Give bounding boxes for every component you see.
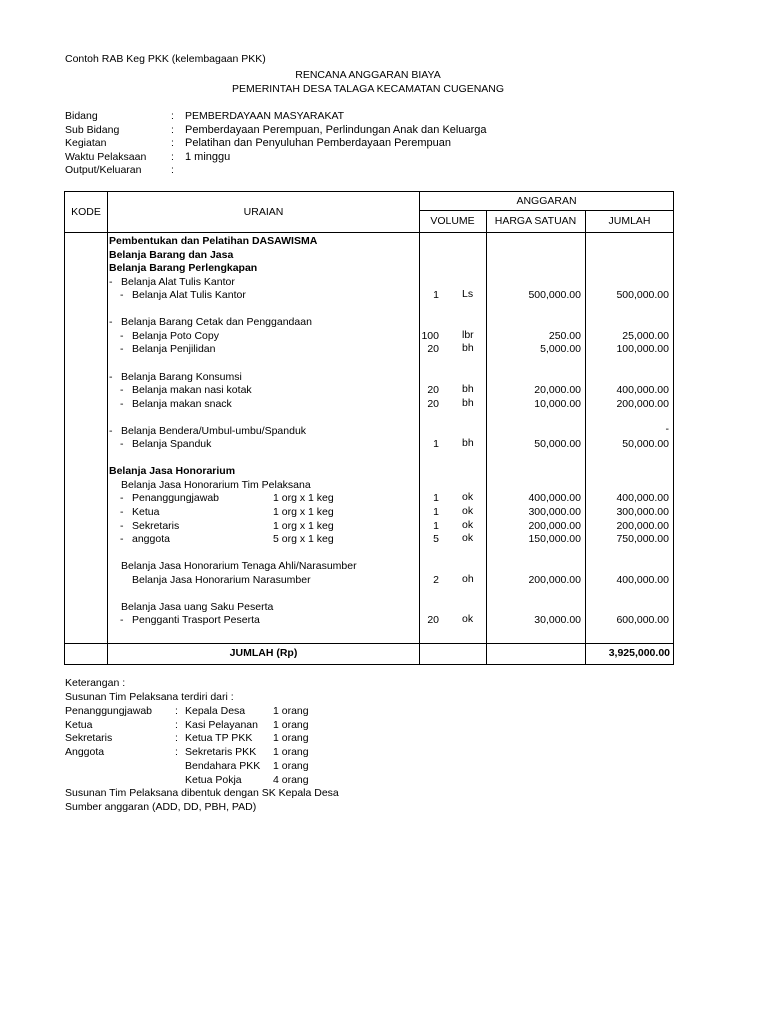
row-description: Sekretaris <box>132 519 180 532</box>
row-description: anggota <box>132 533 170 546</box>
row-volume: 20 <box>427 384 439 397</box>
member-position: Sekretaris PKK <box>185 746 257 759</box>
row-amount: 400,000.00 <box>616 492 669 505</box>
row-unit: ok <box>462 505 474 517</box>
row-description: Belanja Jasa Honorarium Narasumber <box>132 573 311 586</box>
row-description: Belanja Jasa uang Saku Peserta <box>121 600 274 613</box>
doc-subtitle: PEMERINTAH DESA TALAGA KECAMATAN CUGENANG <box>231 83 505 95</box>
row-dash: - <box>120 329 124 342</box>
info-label: Kegiatan <box>65 137 107 149</box>
row-dash: - <box>120 343 124 356</box>
row-detail: 1 org x 1 keg <box>273 492 334 505</box>
row-volume: 20 <box>427 397 439 410</box>
info-value: Pelatihan dan Penyuluhan Pemberdayaan Perempuan <box>185 137 452 149</box>
member-position: Ketua Pokja <box>185 773 242 786</box>
row-unit: ok <box>462 518 474 531</box>
row-description: Belanja Barang dan Jasa <box>109 248 234 261</box>
doc-title: RENCANA ANGGARAN BIAYA <box>295 69 441 81</box>
row-unit: ok <box>462 532 474 545</box>
member-position: Kasi Pelayanan <box>185 718 258 731</box>
info-label: Waktu Pelaksaan <box>65 151 147 163</box>
row-dash: - <box>120 519 124 532</box>
row-volume: 100 <box>421 329 439 342</box>
row-description: Belanja makan nasi kotak <box>132 384 252 397</box>
row-unit-price: 20,000.00 <box>534 384 581 397</box>
total-label: JUMLAH (Rp) <box>229 647 298 659</box>
member-role: Anggota <box>65 746 105 759</box>
row-unit: lbr <box>462 328 474 341</box>
row-description: Belanja Barang Konsumsi <box>121 370 242 383</box>
info-label: Bidang <box>65 110 98 122</box>
row-volume: 5 <box>433 533 439 546</box>
row-dash: - <box>120 438 124 451</box>
col-kode: KODE <box>71 206 101 218</box>
row-unit-price: 300,000.00 <box>528 506 581 518</box>
member-count: 1 orang <box>273 718 309 731</box>
row-volume: 1 <box>433 506 439 518</box>
row-description: Belanja Spanduk <box>132 438 212 451</box>
row-unit-price: 150,000.00 <box>528 533 581 546</box>
row-unit-price: 400,000.00 <box>528 492 581 505</box>
row-description: Belanja Alat Tulis Kantor <box>121 275 235 288</box>
notes-heading: Keterangan : <box>65 677 126 689</box>
row-description: Ketua <box>132 506 160 518</box>
col-harga-satuan: HARGA SATUAN <box>494 215 577 227</box>
row-dash: - <box>120 384 124 397</box>
row-detail: 1 org x 1 keg <box>273 506 334 518</box>
notes-team-intro: Susunan Tim Pelaksana terdiri dari : <box>65 691 234 703</box>
row-dash: - <box>120 533 124 546</box>
row-description: Belanja Jasa Honorarium Tim Pelaksana <box>121 478 311 491</box>
row-amount: 200,000.00 <box>616 397 669 410</box>
row-unit: bh <box>462 383 474 396</box>
row-volume: 20 <box>427 343 439 356</box>
row-unit-price: 10,000.00 <box>534 397 581 410</box>
row-amount: 25,000.00 <box>622 329 669 342</box>
member-count: 1 orang <box>273 746 309 759</box>
member-position: Ketua TP PKK <box>185 732 253 745</box>
info-value: Pemberdayaan Perempuan, Perlindungan Anak dan Keluarga <box>185 124 487 136</box>
row-unit: bh <box>462 342 474 355</box>
info-label: Output/Keluaran <box>65 164 142 176</box>
notes-sk: Susunan Tim Pelaksana dibentuk dengan SK Kepala Desa <box>65 787 339 799</box>
row-volume: 1 <box>433 438 439 451</box>
row-amount: 400,000.00 <box>616 384 669 397</box>
row-description: Penanggungjawab <box>132 492 219 505</box>
member-separator: : <box>175 732 178 745</box>
col-jumlah: JUMLAH <box>608 215 651 227</box>
info-label: Sub Bidang <box>65 124 120 136</box>
row-description: Belanja makan snack <box>132 397 232 410</box>
row-dash: - <box>120 506 124 518</box>
member-count: 4 orang <box>273 773 309 786</box>
member-role: Penanggungjawab <box>65 705 152 717</box>
row-unit-price: 5,000.00 <box>540 343 581 356</box>
row-dash: - <box>109 424 113 437</box>
row-detail: 5 org x 1 keg <box>273 533 334 546</box>
row-dash: - <box>120 614 124 627</box>
member-count: 1 orang <box>273 732 309 745</box>
member-count: 1 orang <box>273 759 309 772</box>
row-volume: 1 <box>433 519 439 532</box>
row-volume: 20 <box>427 614 439 627</box>
row-unit-price: 500,000.00 <box>528 289 581 302</box>
row-unit-price: 50,000.00 <box>534 438 581 451</box>
col-anggaran: ANGGARAN <box>516 195 577 207</box>
row-unit: Ls <box>462 288 474 301</box>
col-volume: VOLUME <box>430 215 475 227</box>
row-dash: - <box>120 289 124 302</box>
info-separator: : <box>171 110 174 122</box>
row-unit: oh <box>462 572 474 585</box>
member-role: Ketua <box>65 718 93 731</box>
row-description: Belanja Jasa Honorarium <box>109 465 236 478</box>
row-unit: ok <box>462 491 474 504</box>
info-value: 1 minggu <box>185 151 231 163</box>
row-unit-price: 250.00 <box>548 329 581 342</box>
member-separator: : <box>175 705 178 717</box>
info-value: PEMBERDAYAAN MASYARAKAT <box>185 110 345 122</box>
row-amount: 300,000.00 <box>616 506 669 518</box>
row-description: Belanja Barang Perlengkapan <box>109 262 258 275</box>
row-description: Belanja Poto Copy <box>132 329 219 342</box>
row-amount: 400,000.00 <box>616 573 669 586</box>
top-note: Contoh RAB Keg PKK (kelembagaan PKK) <box>65 53 266 65</box>
row-dash: - <box>120 397 124 410</box>
row-unit-price: 200,000.00 <box>528 519 581 532</box>
member-separator: : <box>175 746 178 759</box>
row-description: Pembentukan dan Pelatihan DASAWISMA <box>109 235 318 247</box>
row-description: Belanja Jasa Honorarium Tenaga Ahli/Narasumber <box>121 560 357 573</box>
total-value: 3,925,000.00 <box>608 647 670 659</box>
row-unit-price: 30,000.00 <box>534 614 581 627</box>
row-amount: 200,000.00 <box>616 519 669 532</box>
col-uraian: URAIAN <box>243 206 284 218</box>
row-description: Belanja Bendera/Umbul-umbu/Spanduk <box>121 424 307 437</box>
row-dash: - <box>109 275 113 288</box>
row-volume: 1 <box>433 492 439 505</box>
row-dash: - <box>120 492 124 505</box>
info-separator: : <box>171 164 174 176</box>
row-unit: ok <box>462 613 474 626</box>
row-amount: 750,000.00 <box>616 533 669 546</box>
row-amount: 100,000.00 <box>616 343 669 356</box>
row-description: Belanja Penjilidan <box>132 343 216 356</box>
row-amount: - <box>665 422 669 435</box>
row-unit-price: 200,000.00 <box>528 573 581 586</box>
row-detail: 1 org x 1 keg <box>273 519 334 532</box>
member-count: 1 orang <box>273 705 309 717</box>
row-description: Belanja Barang Cetak dan Penggandaan <box>121 316 312 329</box>
member-role: Sekretaris <box>65 732 113 745</box>
row-amount: 600,000.00 <box>616 614 669 627</box>
info-separator: : <box>171 124 174 136</box>
info-separator: : <box>171 151 174 163</box>
row-volume: 1 <box>433 289 439 302</box>
row-description: Pengganti Trasport Peserta <box>132 614 260 627</box>
info-separator: : <box>171 137 174 149</box>
row-dash: - <box>109 316 113 329</box>
member-separator: : <box>175 718 178 731</box>
row-description: Belanja Alat Tulis Kantor <box>132 289 246 302</box>
row-unit: bh <box>462 437 474 450</box>
member-position: Kepala Desa <box>185 705 246 717</box>
row-dash: - <box>109 370 113 383</box>
member-position: Bendahara PKK <box>185 759 261 772</box>
row-volume: 2 <box>433 573 439 586</box>
row-amount: 500,000.00 <box>616 289 669 302</box>
notes-funding-source: Sumber anggaran (ADD, DD, PBH, PAD) <box>65 801 257 813</box>
row-amount: 50,000.00 <box>622 438 669 451</box>
row-unit: bh <box>462 396 474 409</box>
